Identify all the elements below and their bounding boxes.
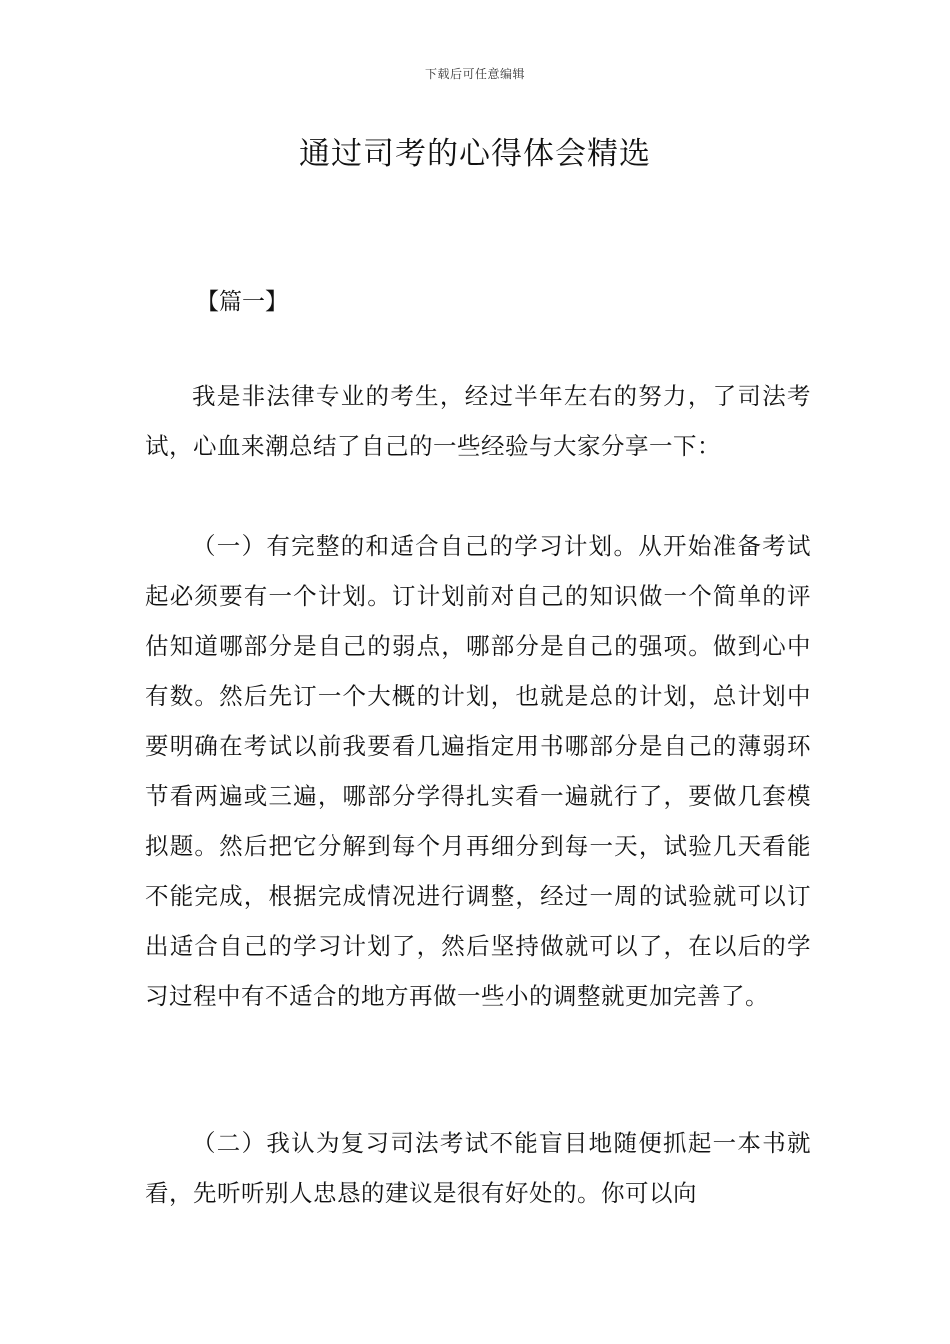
paragraph-1: 我是非法律专业的考生，经过半年左右的努力，了司法考试，心血来潮总结了自己的一些经验与大家分享一下： <box>145 382 811 460</box>
paragraph-3: （二）我认为复习司法考试不能盲目地随便抓起一本书就看，先听听别人忠恳的建议是很有好处的。你可以向 <box>145 1129 811 1207</box>
paragraph-2: （一）有完整的和适合自己的学习计划。从开始准备考试起必须要有一个计划。订计划前对自己的知识做一个简单的评估知道哪部分是自己的弱点，哪部分是自己的强项。做到心中有数。然后先订一个大概的计划，也就是总的计划，总计划中要明确在考试以前我要看几遍指定用书哪部分是自己的薄弱环节看两遍或三遍，哪部分学得扎实看一遍就行了，要做几套模拟题。然后把它分解到每个月再细分到每一天，试验几天看能不能完成，根据完成情况进行调整，经过一周的试验就可以订出适合自己的学习计划了，然后坚持做就可以了，在以后的学习过程中有不适合的地方再做一些小的调整就更加完善了。 <box>145 532 811 1010</box>
document-title: 通过司考的心得体会精选 <box>299 136 651 172</box>
header-note: 下载后可任意编辑 <box>424 67 525 81</box>
section-label: 【篇一】 <box>196 289 288 315</box>
